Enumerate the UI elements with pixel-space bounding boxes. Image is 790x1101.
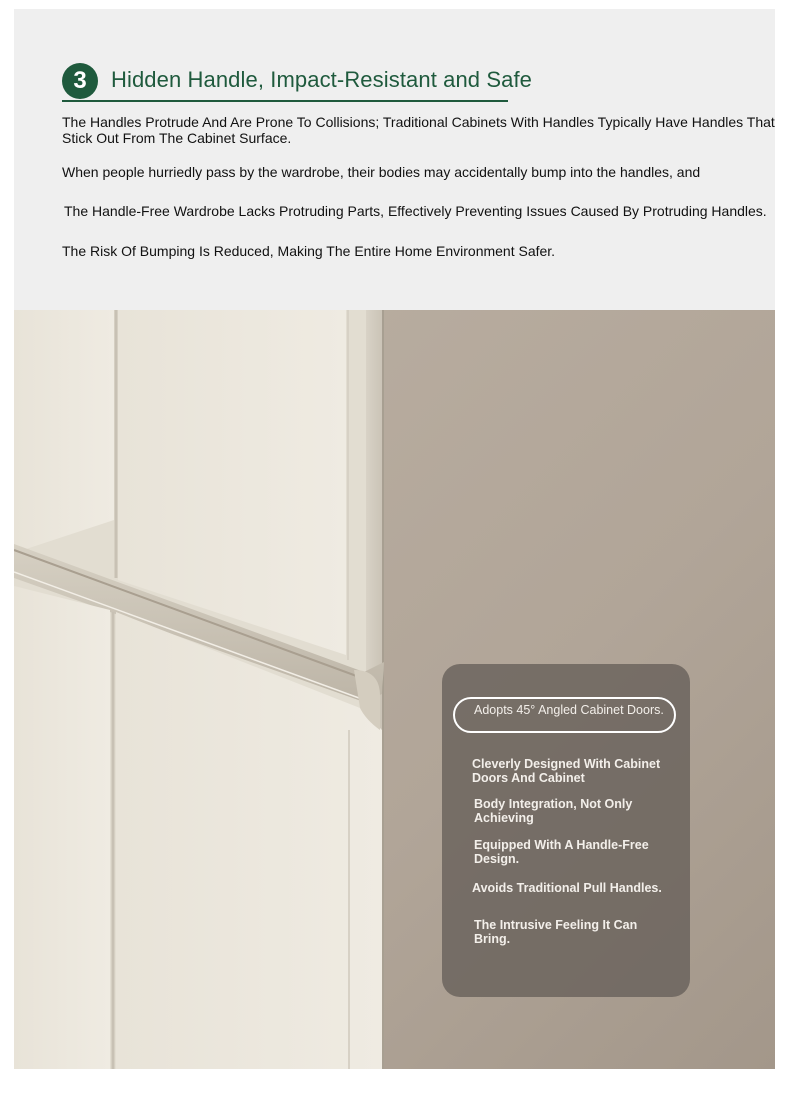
paragraph-3: The Handle-Free Wardrobe Lacks Protruding Parts, Effectively Preventing Issues Caused By Protruding Handles. (64, 203, 767, 219)
card-highlight-text: Adopts 45° Angled Cabinet Doors. (474, 703, 664, 717)
step-number-badge: 3 (62, 63, 98, 99)
card-line-2: Body Integration, Not Only Achieving (474, 797, 633, 825)
paragraph-2: When people hurriedly pass by the wardrobe, their bodies may accidentally bump into the handles, and (62, 164, 701, 180)
card-line-4: Avoids Traditional Pull Handles. (472, 881, 662, 895)
title-underline (62, 100, 508, 102)
section-title: Hidden Handle, Impact-Resistant and Safe (111, 67, 533, 92)
paragraph-1: The Handles Protrude And Are Prone To Collisions; Traditional Cabinets With Handles Typically Have Handles That Stick Out From The Cabinet Surface. (62, 114, 775, 146)
card-line-3: Equipped With A Handle-Free Design. (474, 838, 649, 866)
header-panel (14, 9, 775, 310)
paragraph-4: The Risk Of Bumping Is Reduced, Making The Entire Home Environment Safer. (62, 243, 556, 259)
card-line-5: The Intrusive Feeling It Can Bring. (474, 918, 638, 946)
card-line-1: Cleverly Designed With Cabinet Doors And Cabinet (472, 757, 661, 785)
